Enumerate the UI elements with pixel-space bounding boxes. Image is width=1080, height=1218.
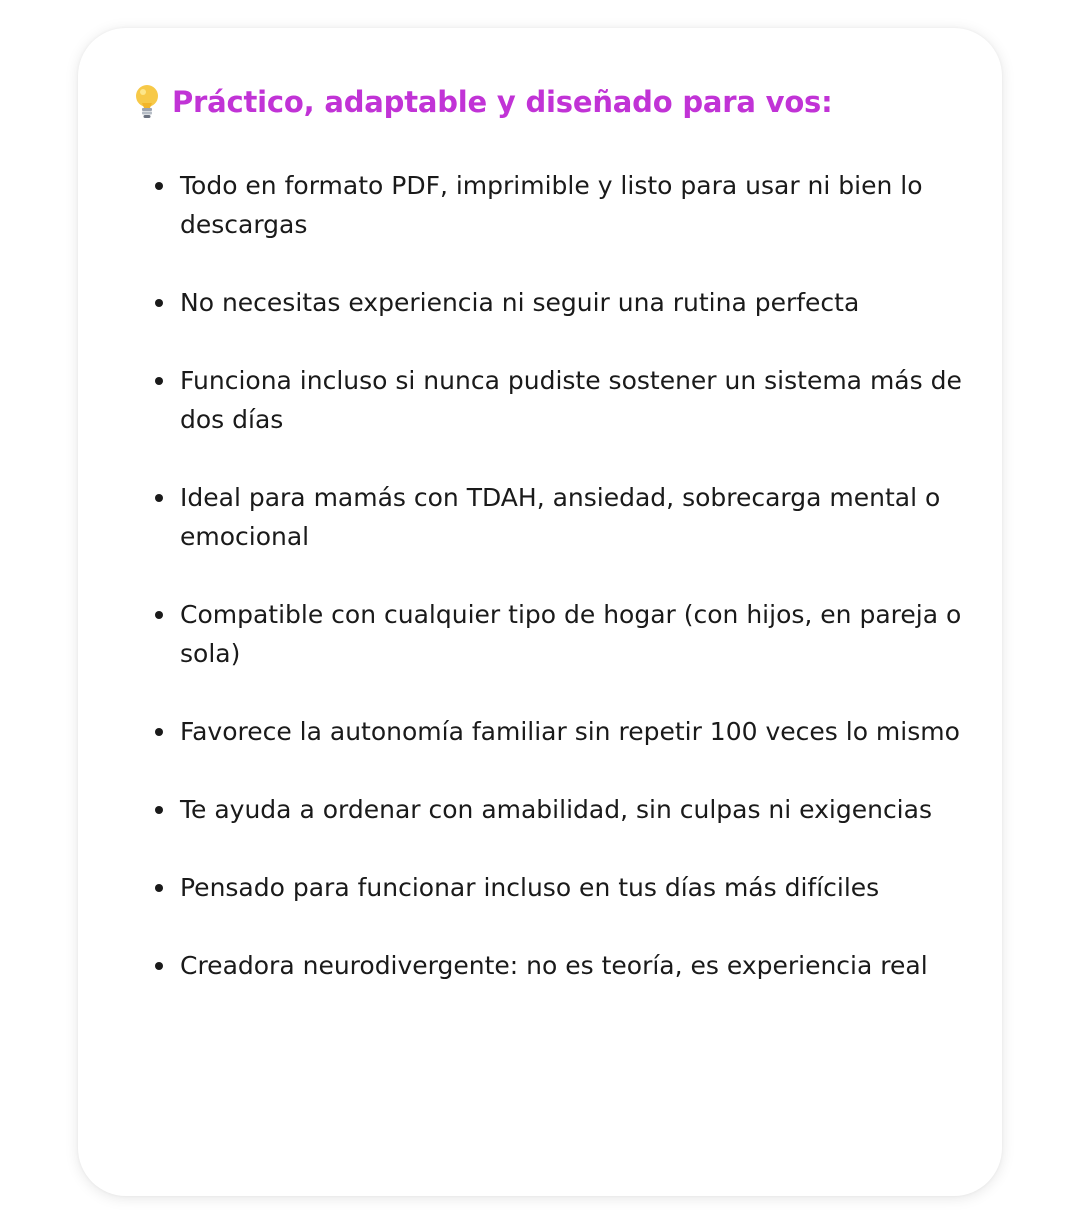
feature-card <box>78 28 1002 1196</box>
list-item: Favorece la autonomía familiar sin repetir 100 veces lo mismo <box>180 712 970 751</box>
list-item: Funciona incluso si nunca pudiste sostener un sistema más de dos días <box>180 361 970 439</box>
list-item: Todo en formato PDF, imprimible y listo para usar ni bien lo descargas <box>180 166 970 244</box>
list-item: Ideal para mamás con TDAH, ansiedad, sobrecarga mental o emocional <box>180 478 970 556</box>
list-item: Creadora neurodivergente: no es teoría, es experiencia real <box>180 946 970 985</box>
heading-text: Práctico, adaptable y diseñado para vos: <box>172 85 833 119</box>
card-heading <box>132 84 833 120</box>
list-item: Te ayuda a ordenar con amabilidad, sin culpas ni exigencias <box>180 790 970 829</box>
list-item: No necesitas experiencia ni seguir una rutina perfecta <box>180 283 970 322</box>
benefits-list <box>180 166 970 985</box>
list-item: Compatible con cualquier tipo de hogar (con hijos, en pareja o sola) <box>180 595 970 673</box>
list-item: Pensado para funcionar incluso en tus días más difíciles <box>180 868 970 907</box>
lightbulb-icon <box>132 84 162 120</box>
